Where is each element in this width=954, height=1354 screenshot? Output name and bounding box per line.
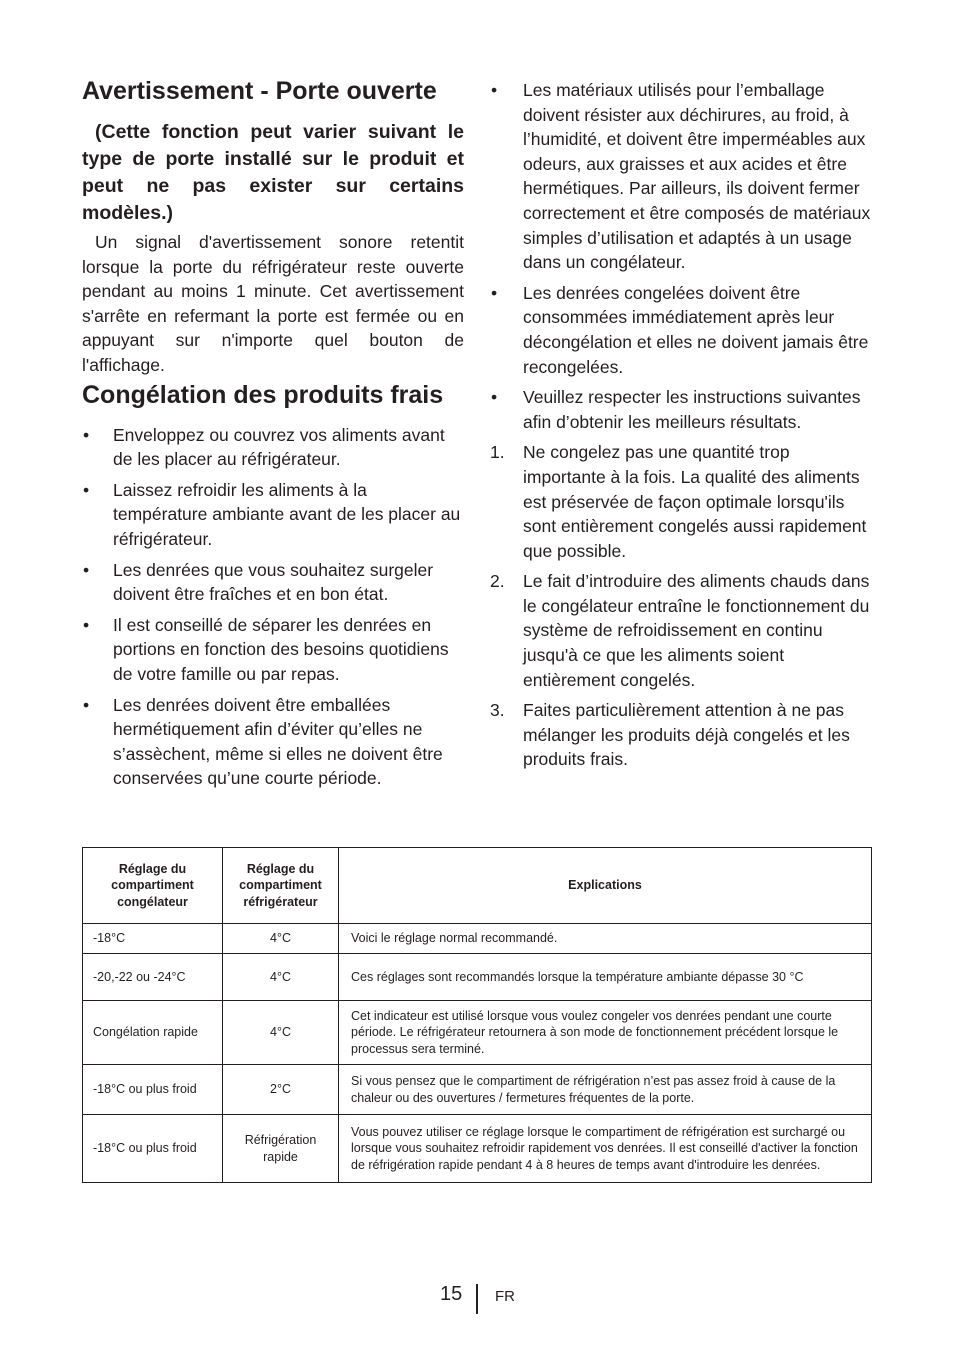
table-row — [83, 924, 872, 954]
list-item-text: Veuillez respecter les instructions suivantes afin d’obtenir les meilleurs résultats. — [523, 387, 861, 432]
language-code: FR — [495, 1288, 515, 1305]
list-item — [82, 613, 464, 687]
bullet-marker: • — [83, 614, 90, 635]
list-item-text: Les matériaux utilisés pour l’emballage doivent résister aux déchirures, au froid, à l’humidité, et doivent être imperméables aux odeurs, aux graisses et aux acides et être hermétiques. Par ailleurs, ils doivent fermer correctement et être composés de matériaux simples d’utilisation et adaptés à un usage dans un congélateur. — [523, 80, 871, 273]
list-item-text: Laissez refroidir les aliments à la température ambiante avant de les placer au réfrigérateur. — [113, 479, 461, 549]
list-item — [490, 281, 874, 379]
explanation-cell: Voici le réglage normal recommandé. — [339, 924, 872, 954]
numbered-item-text: Ne congelez pas une quantité trop importante à la fois. La qualité des aliments est préservée de façon optimale lorsqu'ils sont entièrement congelés aussi rapidement que possible. — [523, 442, 867, 561]
table-row — [83, 954, 872, 1001]
bullet-marker: • — [491, 387, 498, 408]
packaging-bullet-list — [490, 78, 874, 434]
footer-divider — [476, 1284, 478, 1314]
list-item — [82, 478, 464, 552]
table-row — [83, 1115, 872, 1183]
bullet-marker: • — [83, 694, 90, 715]
fridge-setting-cell: 4°C — [223, 1001, 339, 1065]
numbered-item-text: Le fait d’introduire des aliments chauds dans le congélateur entraîne le fonctionnement du système de refroidissement en continu jusqu'à ce que les aliments soient entièrement congelés. — [523, 571, 870, 690]
explanation-cell: Vous pouvez utiliser ce réglage lorsque le compartiment de réfrigération est surchargé ou lorsque vous souhaitez refroidir rapidement vos denrées. Il est conseillé d'activer la fonction de réfrigération rapide pendant 4 à 8 heures de temps avant d'introduire les denrées. — [339, 1115, 872, 1183]
freezer-setting-cell: -18°C ou plus froid — [83, 1115, 223, 1183]
item-number: 3. — [490, 700, 505, 721]
fridge-setting-cell: 2°C — [223, 1065, 339, 1115]
freezing-bullet-list — [82, 423, 464, 791]
door-warning-paragraph: Un signal d'avertissement sonore retentit lorsque la porte du réfrigérateur reste ouverte pendant au moins 1 minute. Cet avertissement s'arrête en refermant la porte est fermée ou en appuyant sur n'importe quel bouton de l'affichage. — [82, 232, 464, 375]
table-row — [83, 1001, 872, 1065]
list-item — [82, 693, 464, 791]
list-item — [490, 385, 874, 434]
item-number: 2. — [490, 571, 505, 592]
explanation-cell: Ces réglages sont recommandés lorsque la température ambiante dépasse 30 °C — [339, 954, 872, 1001]
bullet-marker: • — [83, 559, 90, 580]
table-row — [83, 1065, 872, 1115]
fridge-setting-cell: Réfrigération rapide — [223, 1115, 339, 1183]
bullet-marker: • — [491, 282, 498, 303]
item-number: 1. — [490, 442, 505, 463]
freezer-setting-cell: -20,-22 ou -24°C — [83, 954, 223, 1001]
explanation-cell: Si vous pensez que le compartiment de réfrigération n’est pas assez froid à cause de la chaleur ou des ouvertures / fermetures fréquentes de la porte. — [339, 1065, 872, 1115]
section-heading-freezing: Congélation des produits frais — [82, 380, 444, 409]
list-item-text: Les denrées congelées doivent être consommées immédiatement après leur décongélation et elles ne doivent jamais être recongelées. — [523, 282, 869, 377]
freezer-setting-cell: -18°C ou plus froid — [83, 1065, 223, 1115]
list-item-text: Il est conseillé de séparer les denrées en portions en fonction des besoins quotidiens de votre famille ou par repas. — [113, 614, 449, 684]
numbered-item-text: Faites particulièrement attention à ne pas mélanger les produits déjà congelés et les produits frais. — [523, 700, 850, 770]
freezer-setting-cell: Congélation rapide — [83, 1001, 223, 1065]
numbered-item — [490, 440, 874, 563]
freezer-setting-cell: -18°C — [83, 924, 223, 954]
list-item — [82, 423, 464, 472]
section-heading-door-warning: Avertissement - Porte ouverte — [82, 77, 437, 105]
instructions-numbered-list — [490, 440, 874, 772]
header-freezer-setting: Réglage du compartiment congélateur — [83, 848, 223, 924]
explanation-cell: Cet indicateur est utilisé lorsque vous voulez congeler vos denrées pendant une courte période. Le réfrigérateur retournera à son mode de fonctionnement précédent lorsque le processus sera terminé. — [339, 1001, 872, 1065]
list-item-text: Enveloppez ou couvrez vos aliments avant de les placer au réfrigérateur. — [113, 424, 445, 470]
numbered-item — [490, 698, 874, 772]
numbered-item — [490, 569, 874, 692]
right-column — [490, 78, 874, 778]
left-column — [82, 78, 464, 797]
fridge-setting-cell: 4°C — [223, 954, 339, 1001]
list-item-text: Les denrées doivent être emballées hermétiquement afin d’éviter qu’elles ne s’assèchent, même si elles ne doivent être conservées qu’une courte période. — [113, 694, 443, 789]
settings-table — [82, 847, 872, 1183]
header-explanations: Explications — [339, 848, 872, 924]
bullet-marker: • — [491, 80, 498, 100]
list-item-text: Les denrées que vous souhaitez surgeler doivent être fraîches et en bon état. — [113, 559, 434, 605]
bullet-marker: • — [83, 424, 90, 445]
page-number: 15 — [440, 1283, 463, 1305]
model-note: (Cette fonction peut varier suivant le type de porte installé sur le produit et peut ne pas exister sur certains modèles.) — [82, 121, 464, 224]
table-header-row — [83, 848, 872, 924]
header-fridge-setting: Réglage du compartiment réfrigérateur — [223, 848, 339, 924]
bullet-marker: • — [83, 479, 90, 500]
list-item — [82, 558, 464, 607]
list-item — [490, 78, 874, 275]
fridge-setting-cell: 4°C — [223, 924, 339, 954]
